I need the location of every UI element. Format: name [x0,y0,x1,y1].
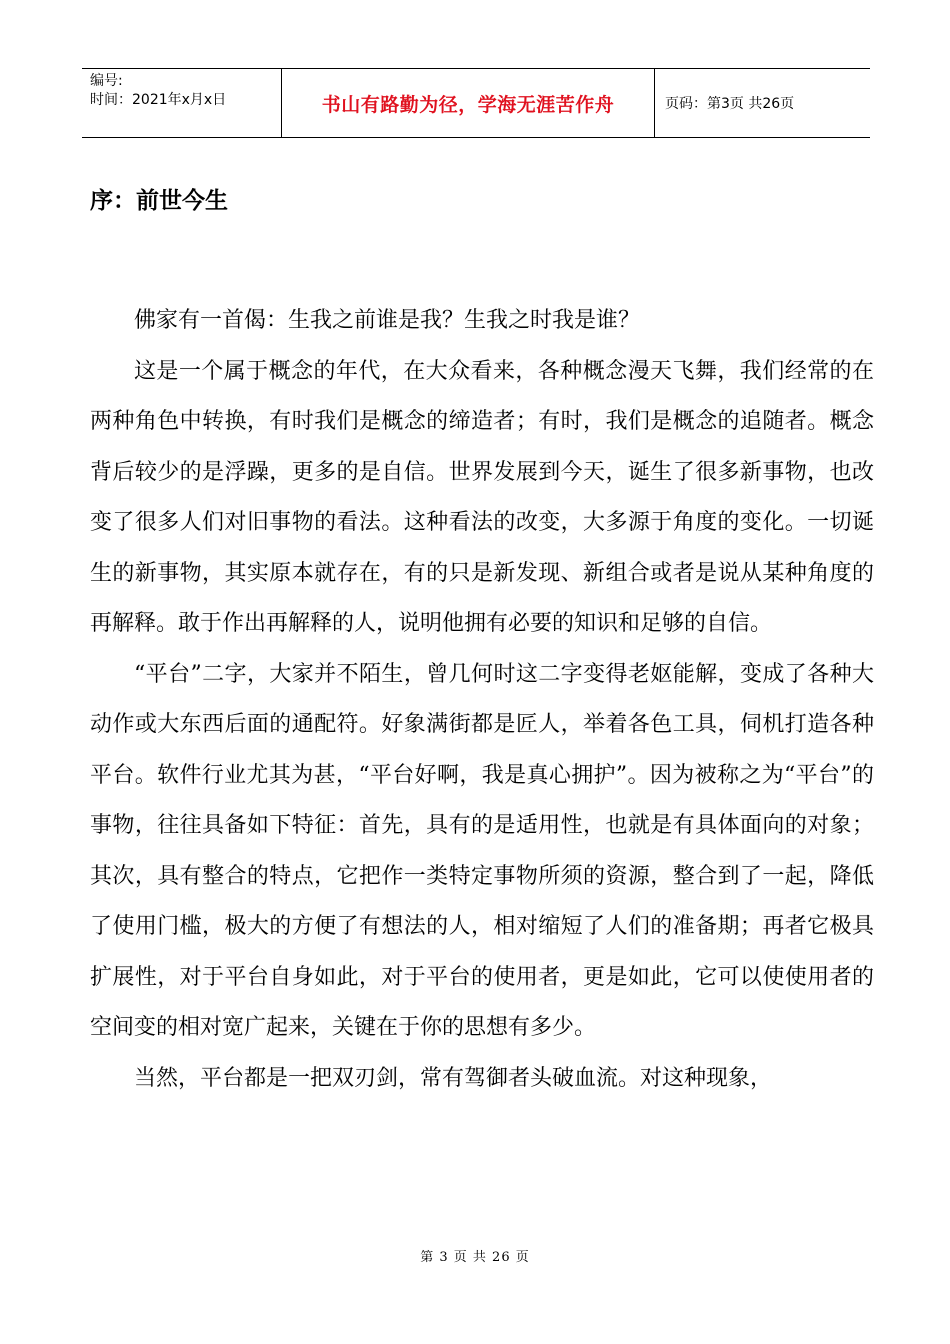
paragraph: “平台”二字，大家并不陌生，曾几何时这二字变得老妪能解，变成了各种大动作或大东西后面的通配符。好象满街都是匠人，举着各色工具，伺机打造各种平台。软件行业尤其为甚，“平台好啊，我是真心拥护”。因为被称之为“平台”的事物，往往具备如下特征：首先，具有的是适用性，也就是有具体面向的对象；其次，具有整合的特点，它把作一类特定事物所须的资源，整合到了一起，降低了使用门槛，极大的方便了有想法的人，相对缩短了人们的准备期；再者它极具扩展性，对于平台自身如此，对于平台的使用者，更是如此，它可以使使用者的空间变的相对宽广起来，关键在于你的思想有多少。 [90,661,874,1040]
paragraph: 当然，平台都是一把双刃剑，常有驾御者头破血流。对这种现象， [134,1065,773,1091]
paragraph: 佛家有一首偈：生我之前谁是我？生我之时我是谁？ [134,308,641,333]
header-page-code: 页码：第3页 共26页 [665,96,795,112]
header-info-cell [82,69,282,137]
paragraph: 这是一个属于概念的年代，在大众看来，各种概念漫天飞舞，我们经常的在两种角色中转换，有时我们是概念的缔造者；有时，我们是概念的追随者。概念背后较少的是浮躁，更多的是自信。世界发展到今天，诞生了很多新事物，也改变了很多人们对旧事物的看法。这种看法的改变，大多源于角度的变化。一切诞生的新事物，其实原本就存在，有的只是新发现、新组合或者是说从某种角度的再解释。敢于作出再解释的人，说明他拥有必要的知识和足够的自信。 [90,358,874,636]
serial-number-label: 编号: [90,73,123,89]
date-line: 时间：2021年x月x日 [90,92,227,108]
page-title: 序：前世今生 [90,188,228,214]
page-footer: 第 3 页 共 26 页 [420,1250,530,1265]
body-text [90,296,874,1104]
header-table [82,68,870,138]
header-motto: 书山有路勤为径，学海无涯苦作舟 [282,69,655,137]
